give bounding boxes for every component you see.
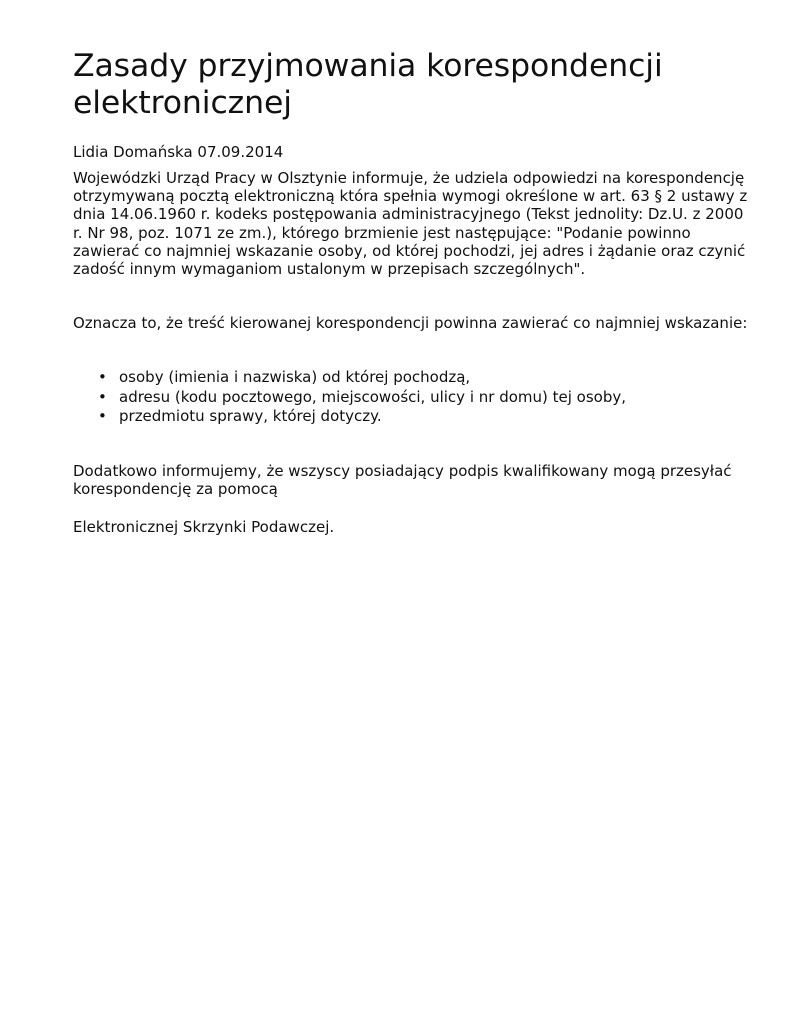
bullet-icon: • [98,368,107,386]
list-item-text: przedmiotu sprawy, której dotyczy. [119,407,382,426]
article-paragraph-requirements: Oznacza to, że treść kierowanej korespondencji powinna zawierać co najmniej wskazanie: [73,314,748,332]
list-item-text: osoby (imienia i nazwiska) od której pochodzą, [119,368,471,386]
list-item-text: adresu (kodu pocztowego, miejscowości, ulicy i nr domu) tej osoby, [119,387,627,406]
article-paragraph-epuap: Elektronicznej Skrzynki Podawczej. [73,518,335,536]
requirements-list [73,368,626,427]
list-item [73,368,626,388]
list-item [73,407,626,427]
article-paragraph-intro: Wojewódzki Urząd Pracy w Olsztynie informuje, że udziela odpowiedzi na korespondencję otrzymywaną pocztą elektroniczną która spełnia wymogi określone w art. 63 § 2 ustawy z dnia 14.06.1960 r. kodeks postępowania administracyjnego (Tekst jednolity: Dz.U. z 2000 r. Nr 98, poz. 1071 ze zm.), którego brzmienie jest następujące: "Podanie powinno zawierać co najmniej wskazanie osoby, od której pochodzi, jej adres i żądanie oraz czynić zadość innym wymaganiom ustalonym w przepisach szczególnych". [73,169,748,279]
list-item [73,388,626,408]
article-title: Zasady przyjmowania korespondencji elektronicznej [73,48,663,121]
bullet-icon: • [98,387,107,406]
article-paragraph-additional-info: Dodatkowo informujemy, że wszyscy posiadający podpis kwalifikowany mogą przesyłać korespondencję za pomocą [73,462,732,499]
article-author-date: Lidia Domańska 07.09.2014 [73,143,284,161]
bullet-icon: • [98,407,107,426]
